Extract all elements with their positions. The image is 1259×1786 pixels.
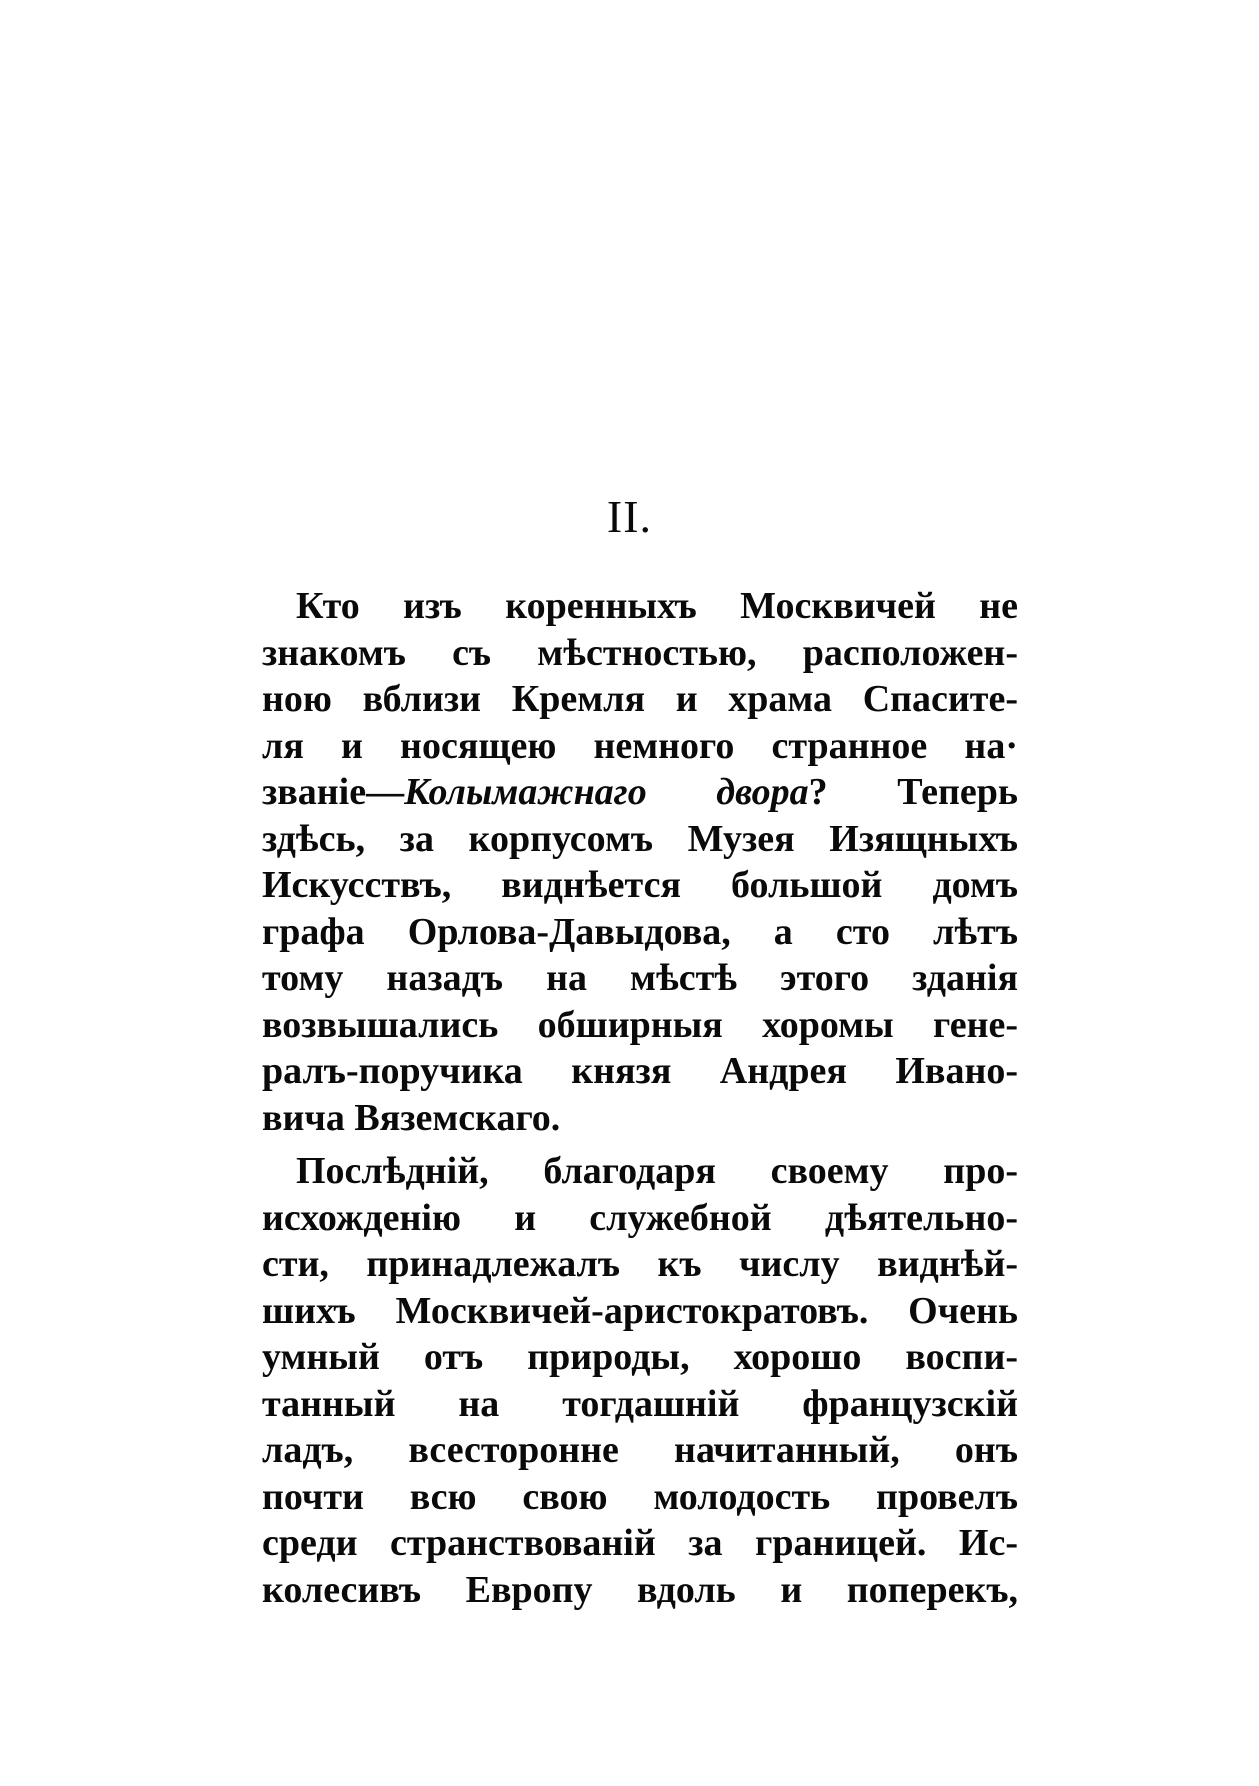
text-line: графа Орлова-Давыдова, а сто лѣтъ — [262, 910, 1018, 953]
text-line: возвышались обширныя хоромы гене- — [262, 1003, 1018, 1046]
text-line: Кто изъ коренныхъ Москвичей не — [296, 585, 1018, 627]
text-line: почти всю свою молодость провелъ — [262, 1475, 1018, 1518]
text-line: исхожденію и служебной дѣятельно- — [262, 1196, 1018, 1239]
text-segment: званіе— — [262, 771, 405, 813]
paragraph-1 — [262, 583, 1018, 1141]
text-line: среди странствованій за границей. Ис- — [262, 1522, 1018, 1564]
text-line: шихъ Москвичей-аристократовъ. Очень — [262, 1289, 1018, 1332]
italic-place-name: Колымажнаго двора — [404, 771, 809, 813]
text-line: вича Вяземскаго. — [262, 1096, 561, 1139]
text-line: колесивъ Европу вдоль и поперекъ, — [262, 1568, 1018, 1611]
text-line: тому назадъ на мѣстѣ этого зданія — [262, 957, 1018, 999]
text-line: ною вблизи Кремля и храма Спасите- — [262, 678, 1018, 720]
chapter-number: II. — [606, 491, 653, 542]
text-line: знакомъ съ мѣстностью, расположен- — [262, 631, 1018, 674]
text-line-with-italic — [262, 769, 1018, 816]
text-line: сти, принадлежалъ къ числу виднѣй- — [262, 1243, 1018, 1285]
text-line: ля и носящею немного странное на· — [262, 724, 1018, 767]
text-line: ралъ-поручика князя Андрея Ивано- — [262, 1050, 1018, 1092]
text-segment: ? Теперь — [808, 771, 1018, 813]
text-line: ладъ, всесторонне начитанный, онъ — [262, 1429, 1018, 1471]
text-line: Послѣдній, благодаря своему про- — [296, 1150, 1018, 1192]
text-line: умный отъ природы, хорошо воспи- — [262, 1336, 1018, 1378]
text-line: Искусствъ, виднѣется большой домъ — [262, 864, 1018, 906]
text-line: танный на тогдашній французскій — [262, 1382, 1018, 1425]
paragraph-2 — [262, 1148, 1018, 1613]
text-line: здѣсь, за корпусомъ Музея Изящныхъ — [262, 817, 1018, 860]
